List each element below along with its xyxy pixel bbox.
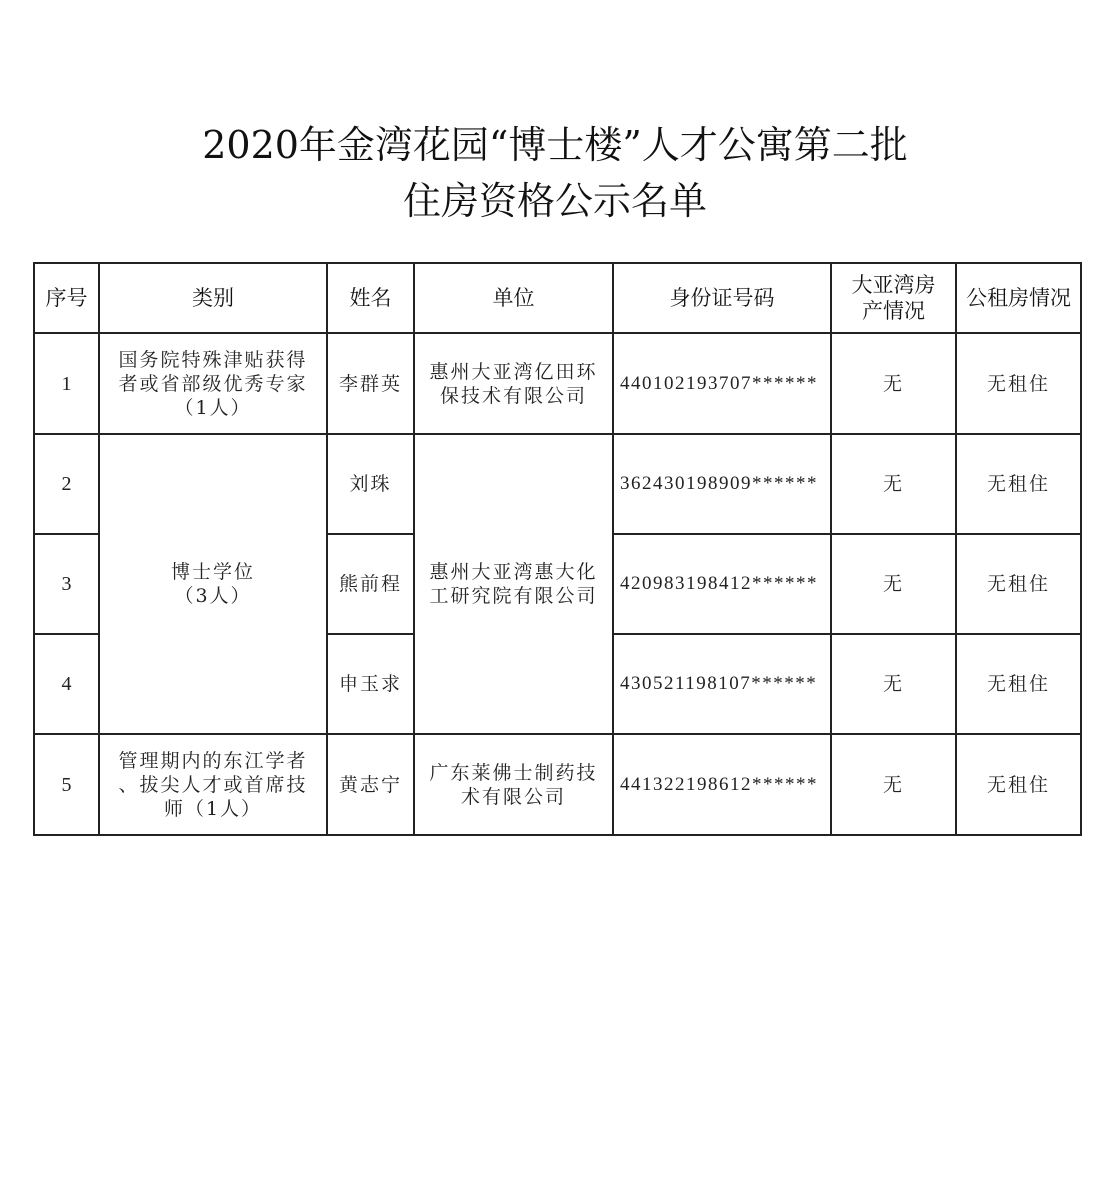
header-property (831, 263, 956, 333)
table-row (34, 333, 1081, 434)
employer-line: 工研究院有限公司 (429, 585, 598, 607)
cell-name: 李群英 (327, 333, 414, 434)
cell-id-number: 441322198612****** (613, 734, 831, 835)
cell-public-rental: 无租住 (956, 734, 1081, 835)
cell-category (99, 333, 327, 434)
cell-seq: 4 (34, 634, 99, 734)
cell-name: 熊前程 (327, 534, 414, 634)
header-id-number: 身份证号码 (613, 263, 831, 333)
cell-seq: 5 (34, 734, 99, 835)
category-line: 、拔尖人才或首席技 (118, 773, 308, 796)
cell-property: 无 (831, 734, 956, 835)
cell-employer (414, 434, 613, 734)
employer-line: 惠州大亚湾惠大化 (429, 561, 598, 583)
cell-public-rental: 无租住 (956, 634, 1081, 734)
cell-public-rental: 无租住 (956, 333, 1081, 434)
header-property-line-1: 大亚湾房 (851, 273, 936, 297)
header-property-line-2: 产情况 (862, 299, 925, 323)
category-line: （1人） (174, 396, 252, 419)
cell-property: 无 (831, 534, 956, 634)
header-name: 姓名 (327, 263, 414, 333)
cell-seq: 2 (34, 434, 99, 534)
cell-employer (414, 333, 613, 434)
cell-name: 黄志宁 (327, 734, 414, 835)
cell-category (99, 734, 327, 835)
header-seq: 序号 (34, 263, 99, 333)
cell-id-number: 440102193707****** (613, 333, 831, 434)
employer-line: 术有限公司 (460, 785, 566, 808)
category-line: 博士学位 (170, 561, 255, 583)
cell-id-number: 362430198909****** (613, 434, 831, 534)
employer-line: 保技术有限公司 (439, 384, 587, 407)
cell-name: 申玉求 (327, 634, 414, 734)
document-title-line-2: 住房资格公示名单 (402, 179, 707, 223)
header-employer: 单位 (414, 263, 613, 333)
cell-public-rental: 无租住 (956, 534, 1081, 634)
table-row (34, 434, 1081, 534)
category-line: 国务院特殊津贴获得 (118, 348, 308, 371)
cell-name: 刘珠 (327, 434, 414, 534)
document-title-line-1: 2020年金湾花园“博士楼”人才公寓第二批 (202, 123, 908, 167)
cell-property: 无 (831, 634, 956, 734)
employer-line: 惠州大亚湾亿田环 (429, 360, 598, 383)
cell-seq: 1 (34, 333, 99, 434)
category-line: （3人） (174, 585, 252, 607)
cell-id-number: 430521198107****** (613, 634, 831, 734)
table-row (34, 734, 1081, 835)
cell-property: 无 (831, 333, 956, 434)
cell-employer (414, 734, 613, 835)
cell-property: 无 (831, 434, 956, 534)
cell-category (99, 434, 327, 734)
cell-seq: 3 (34, 534, 99, 634)
cell-public-rental: 无租住 (956, 434, 1081, 534)
category-line: 管理期内的东江学者 (118, 749, 308, 772)
header-category: 类别 (99, 263, 327, 333)
table-header-row (34, 263, 1081, 333)
cell-id-number: 420983198412****** (613, 534, 831, 634)
category-line: 师（1人） (163, 797, 263, 820)
header-public-rental: 公租房情况 (956, 263, 1081, 333)
category-line: 者或省部级优秀专家 (118, 372, 308, 395)
employer-line: 广东莱佛士制药技 (429, 761, 598, 784)
eligibility-table (33, 262, 1082, 836)
